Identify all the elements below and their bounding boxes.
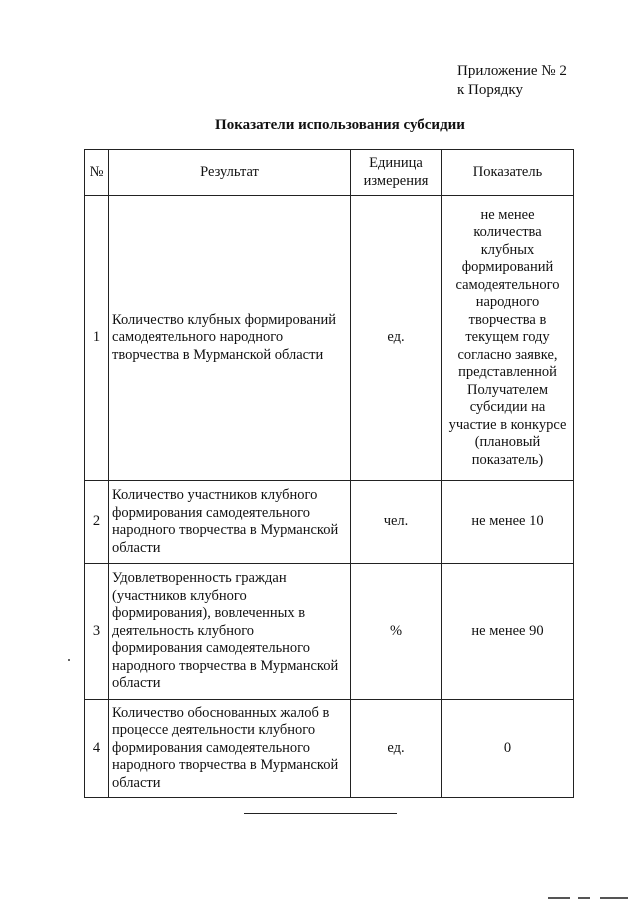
row-unit: чел. <box>351 481 442 564</box>
table-row <box>85 481 574 564</box>
row-result: Удовлетворенность граждан (участников клубного формирования), вовлеченных в деятельность клубного формирования самодеятельного народного творчества в Мурманской области <box>109 564 351 700</box>
header-result: Результат <box>109 150 351 196</box>
row-unit: % <box>351 564 442 700</box>
document-title: Показатели использования субсидии <box>215 117 465 133</box>
row-result: Количество клубных формирований самодеятельного народного творчества в Мурманской области <box>109 196 351 481</box>
row-num: 3 <box>85 564 109 700</box>
row-result: Количество участников клубного формирования самодеятельного народного творчества в Мурманской области <box>109 481 351 564</box>
row-value: не менее количества клубных формирований самодеятельного народного творчества в текущем году согласно заявке, представленной Получателем субсидии на участие в конкурсе (плановый показатель) <box>442 196 574 481</box>
table-header-row <box>85 150 574 196</box>
row-value: не менее 90 <box>442 564 574 700</box>
appendix-reference <box>457 62 567 100</box>
scan-mark <box>578 897 590 899</box>
closing-rule <box>244 813 397 814</box>
row-num: 4 <box>85 700 109 798</box>
row-num: 2 <box>85 481 109 564</box>
table-row <box>85 564 574 700</box>
table-row <box>85 196 574 481</box>
appendix-number: Приложение № 2 <box>457 63 567 79</box>
scan-speck <box>68 659 70 661</box>
header-unit: Единица измерения <box>351 150 442 196</box>
row-result: Количество обоснованных жалоб в процессе деятельности клубного формирования самодеятельного народного творчества в Мурманской области <box>109 700 351 798</box>
table-row <box>85 700 574 798</box>
row-unit: ед. <box>351 196 442 481</box>
row-num: 1 <box>85 196 109 481</box>
appendix-order: к Порядку <box>457 82 523 98</box>
row-unit: ед. <box>351 700 442 798</box>
header-num: № <box>85 150 109 196</box>
scan-mark <box>600 897 628 899</box>
scan-mark <box>548 897 570 899</box>
row-value: не менее 10 <box>442 481 574 564</box>
row-value: 0 <box>442 700 574 798</box>
header-value: Показатель <box>442 150 574 196</box>
indicators-table <box>84 149 574 798</box>
